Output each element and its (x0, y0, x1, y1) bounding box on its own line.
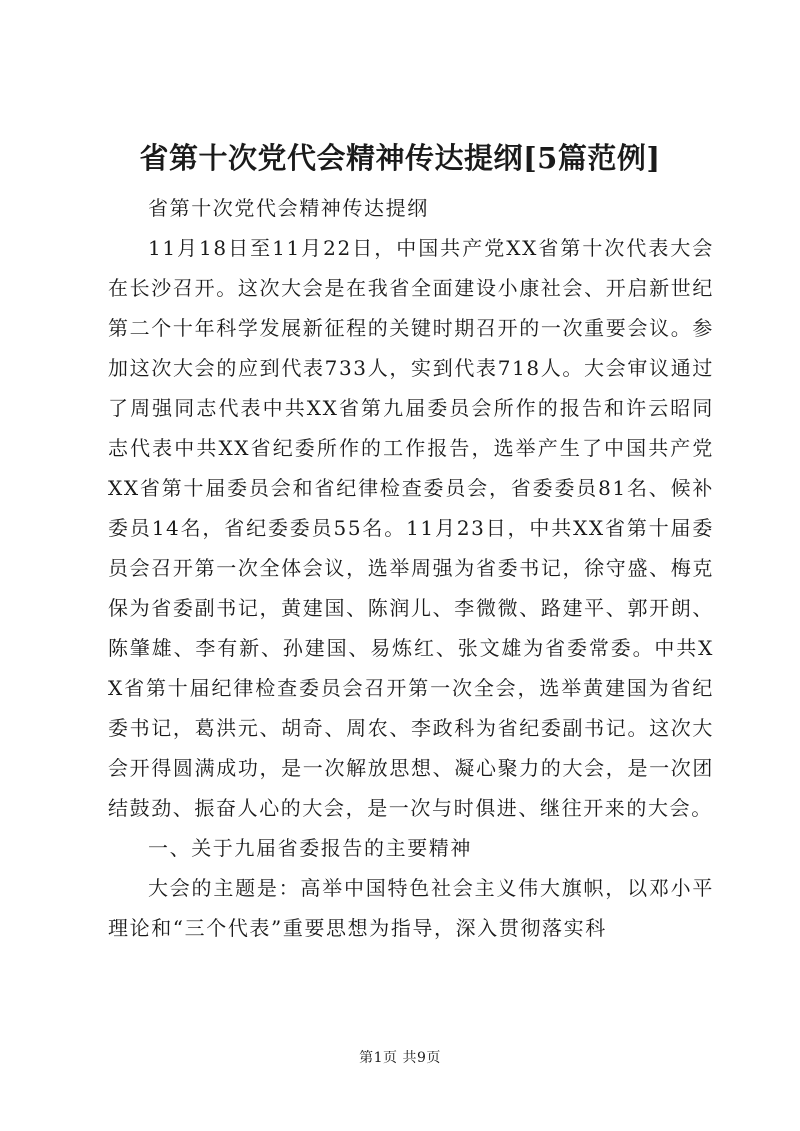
subtitle-paragraph: 省第十次党代会精神传达提纲 (148, 196, 429, 220)
section-heading: 一、关于九届省委报告的主要精神 (148, 836, 472, 860)
document-body (108, 188, 714, 948)
main-paragraph: 11月18日至11月22日，中国共产党XX省第十次代表大会在长沙召开。这次大会是在我省全面建设小康社会、开启新世纪第二个十年科学发展新征程的关键时期召开的一次重要会议。参加这次大会的应到代表733人，实到代表718人。大会审议通过了周强同志代表中共XX省第九届委员会所作的报告和许云昭同志代表中共XX省纪委所作的工作报告，选举产生了中国共产党XX省第十届委员会和省纪律检查委员会，省委委员81名、候补委员14名，省纪委委员55名。11月23日，中共XX省第十届委员会召开第一次全体会议，选举周强为省委书记，徐守盛、梅克保为省委副书记，黄建国、陈润儿、李微微、路建平、郭开朗、陈肇雄、李有新、孙建国、易炼红、张文雄为省委常委。中共XX省第十届纪律检查委员会召开第一次全会，选举黄建国为省纪委书记，葛洪元、胡奇、周农、李政科为省纪委副书记。这次大会开得圆满成功，是一次解放思想、凝心聚力的大会，是一次团结鼓劲、振奋人心的大会，是一次与时俱进、继往开来的大会。 (108, 236, 714, 820)
document-title: 省第十次党代会精神传达提纲[5篇范例] (139, 141, 661, 175)
theme-paragraph: 大会的主题是：高举中国特色社会主义伟大旗帜，以邓小平理论和“三个代表”重要思想为指导，深入贯彻落实科 (108, 876, 714, 940)
page-number-footer: 第1页 共9页 (359, 1050, 441, 1066)
